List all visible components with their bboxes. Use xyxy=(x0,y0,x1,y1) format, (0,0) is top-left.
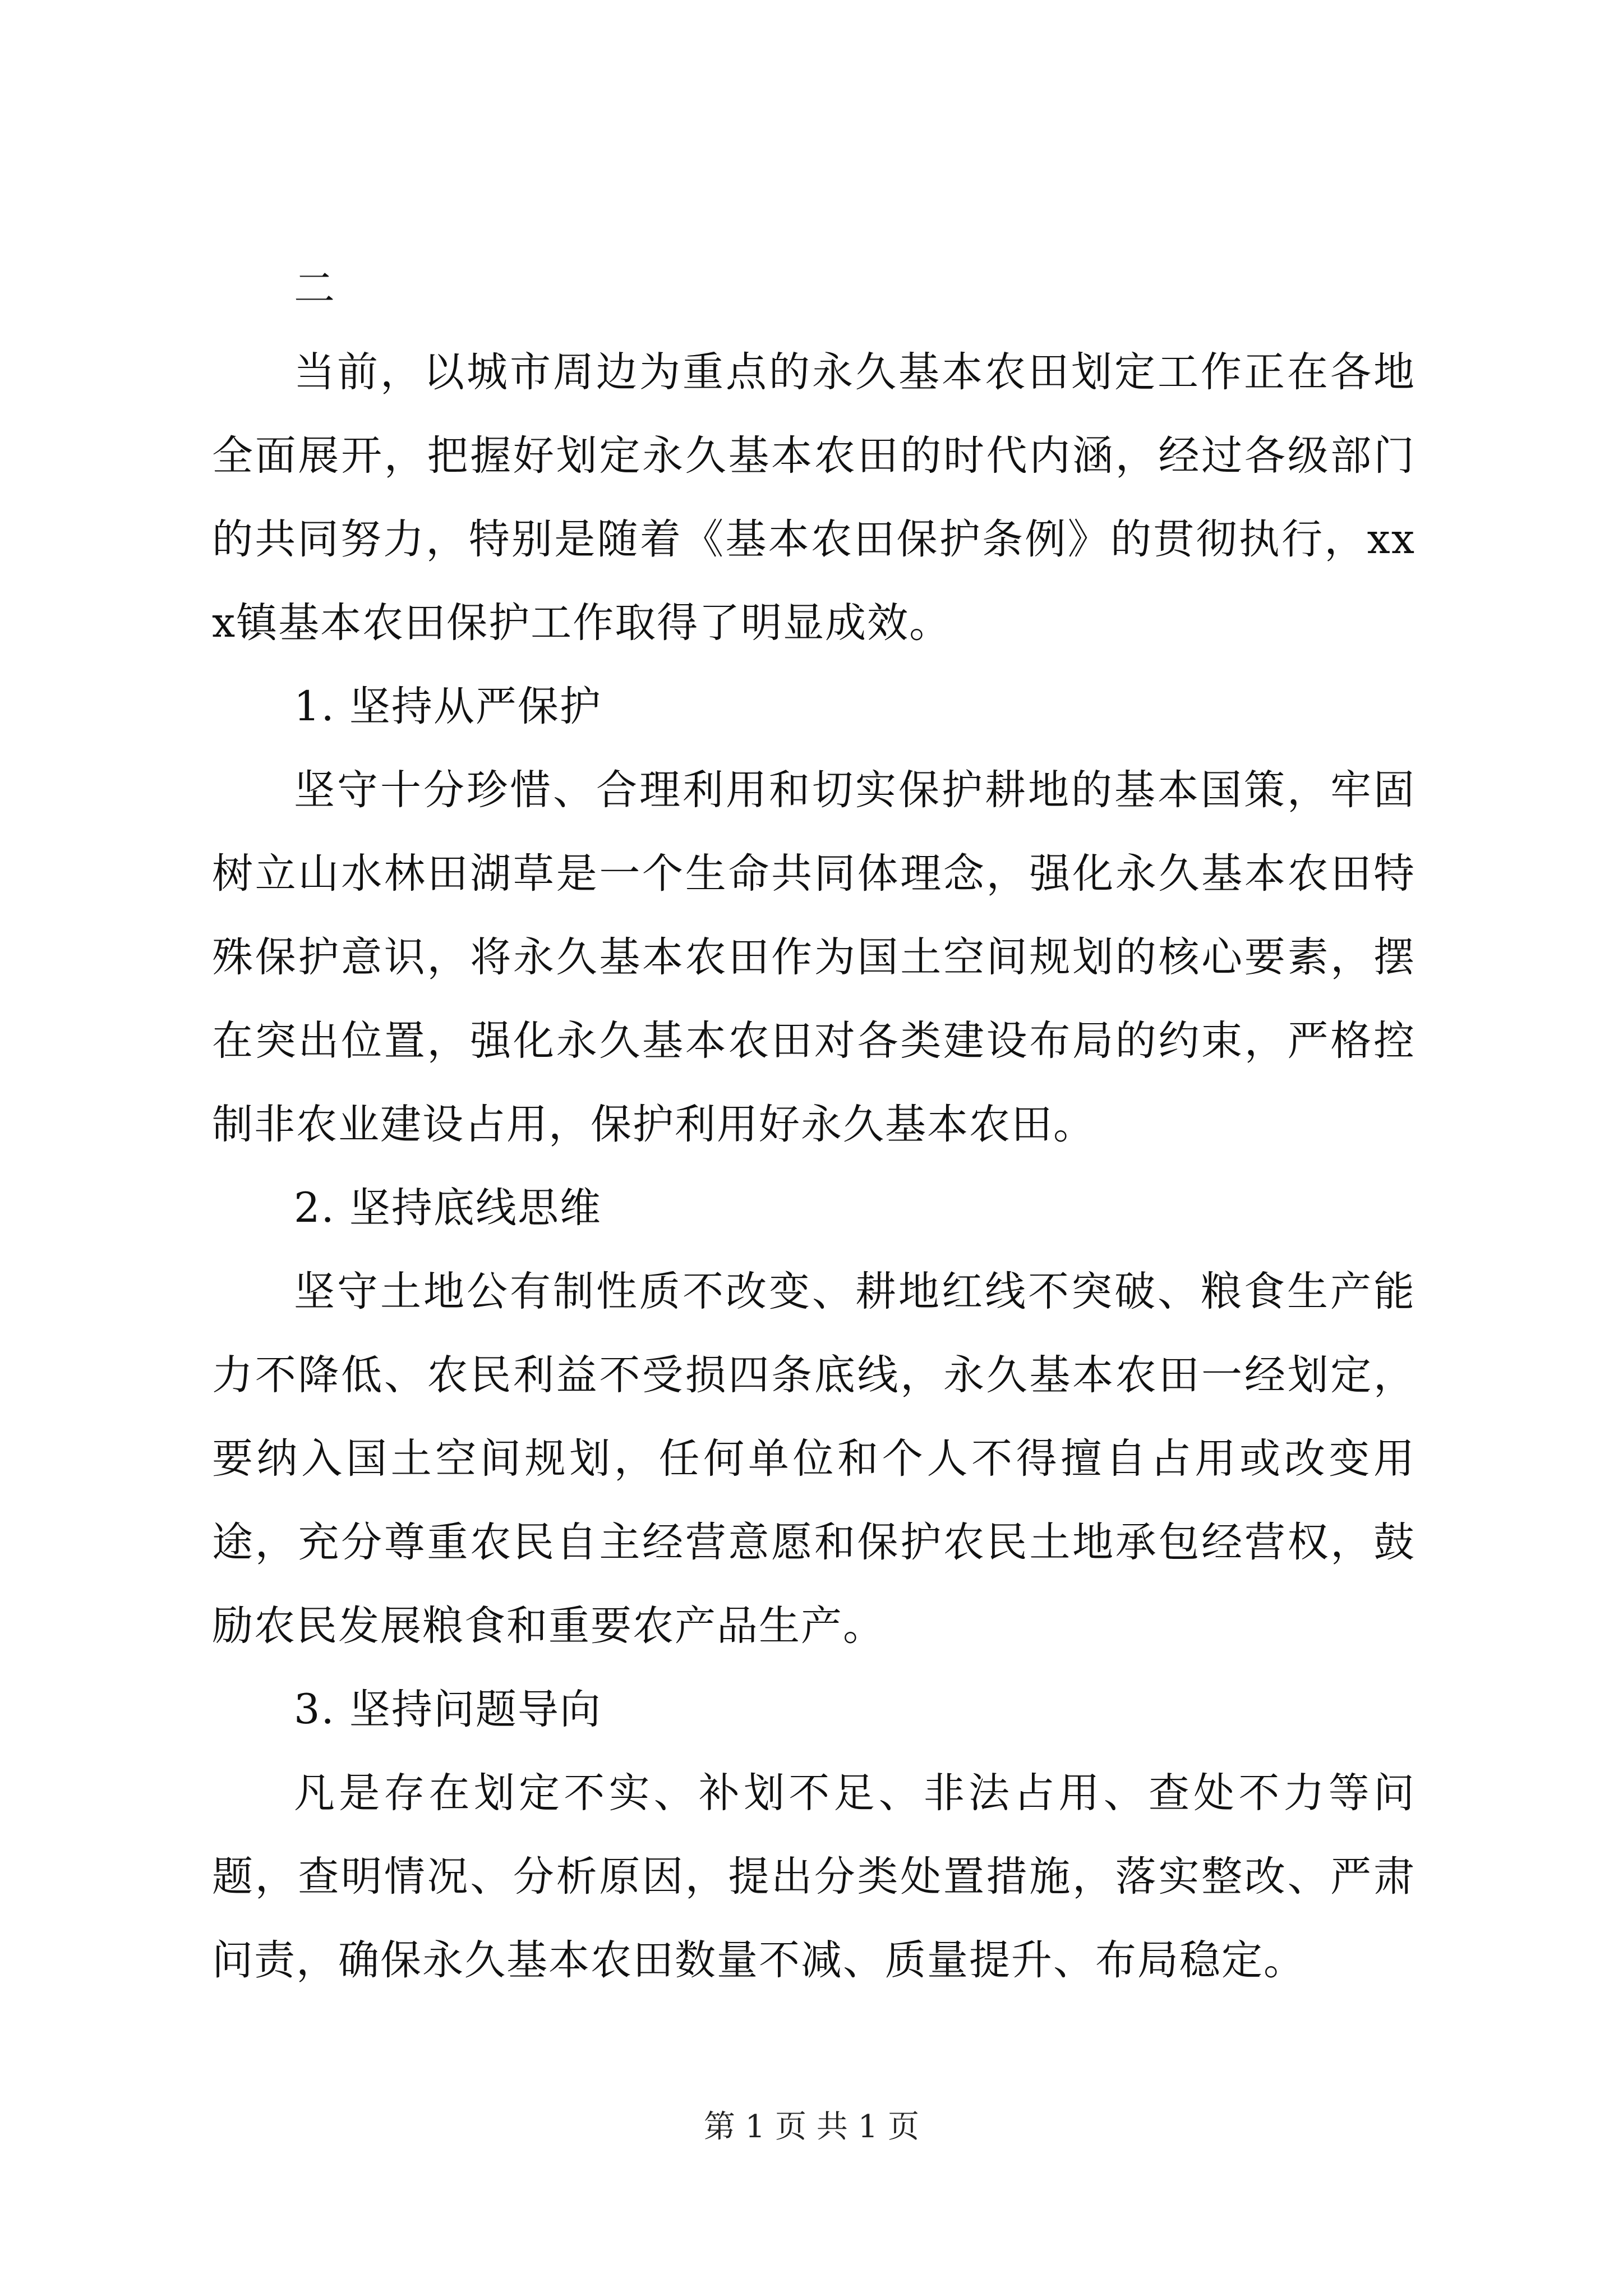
section-body-2: 坚守土地公有制性质不改变、耕地红线不突破、粮食生产能力不降低、农民利益不受损四条底线，永久基本农田一经划定，要纳入国土空间规划，任何单位和个人不得擅自占用或改变用途，充分尊重农民自主经营意愿和保护农民土地承包经营权，鼓励农民发展粮食和重要农产品生产。 xyxy=(212,1268,1415,1650)
section-heading-3: 3. 坚持问题导向 xyxy=(294,1686,602,1733)
section-body-1: 坚守十分珍惜、合理利用和切实保护耕地的基本国策，牢固树立山水林田湖草是一个生命共同体理念，强化永久基本农田特殊保护意识，将永久基本农田作为国土空间规划的核心要素，摆在突出位置，强化永久基本农田对各类建设布局的约束，严格控制非农业建设占用，保护利用好永久基本农田。 xyxy=(212,766,1415,1148)
section-marker: 二 xyxy=(294,265,335,312)
document-body xyxy=(212,247,1415,2002)
section-heading-2: 2. 坚持底线思维 xyxy=(294,1184,602,1232)
section-body-3: 凡是存在划定不实、补划不足、非法占用、查处不力等问题，查明情况、分析原因，提出分类处置措施，落实整改、严肃问责，确保永久基本农田数量不减、质量提升、布局稳定。 xyxy=(212,1769,1415,1984)
intro-paragraph: 当前，以城市周边为重点的永久基本农田划定工作正在各地全面展开，把握好划定永久基本农田的时代内涵，经过各级部门的共同努力，特别是随着《基本农田保护条例》的贯彻执行，xxx镇基本农田保护工作取得了明显成效。 xyxy=(212,348,1415,647)
page-footer: 第 1 页 共 1 页 xyxy=(703,2109,920,2145)
section-heading-1: 1. 坚持从严保护 xyxy=(294,683,602,730)
